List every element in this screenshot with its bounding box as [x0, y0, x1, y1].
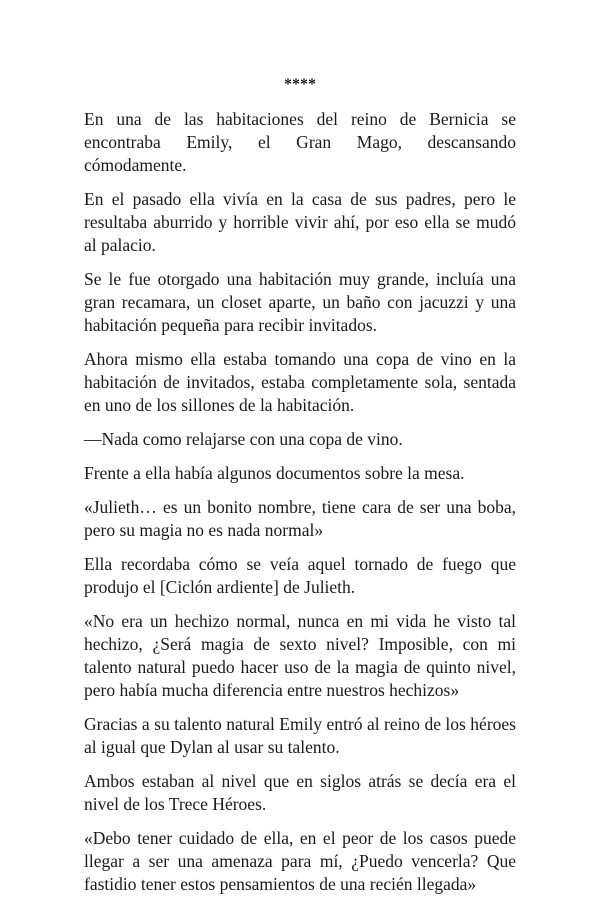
paragraph: Ahora mismo ella estaba tomando una copa de vino en la habitación de invitados, estaba completamente sola, sentada en uno de los sillones de la habitación.: [84, 349, 516, 415]
paragraph: —Nada como relajarse con una copa de vino.: [84, 429, 403, 449]
paragraph: «No era un hechizo normal, nunca en mi vida he visto tal hechizo, ¿Será magia de sexto nivel? Imposible, con mi talento natural puedo hacer uso de la magia de quinto nivel, pero había mucha diferencia entre nuestros hechizos»: [84, 611, 516, 700]
paragraph: «Julieth… es un bonito nombre, tiene cara de ser una boba, pero su magia no es nada normal»: [84, 497, 516, 540]
paragraph: Ambos estaban al nivel que en siglos atrás se decía era el nivel de los Trece Héroes.: [84, 771, 516, 814]
body-text: [84, 108, 516, 907]
paragraph: En el pasado ella vivía en la casa de sus padres, pero le resultaba aburrido y horrible vivir ahí, por eso ella se mudó al palacio.: [84, 189, 516, 255]
paragraph: «Debo tener cuidado de ella, en el peor de los casos puede llegar a ser una amenaza para mí, ¿Puedo vencerla? Que fastidio tener estos pensamientos de una recién llegada»: [84, 828, 516, 894]
paragraph: Se le fue otorgado una habitación muy grande, incluía una gran recamara, un closet aparte, un baño con jacuzzi y una habitación pequeña para recibir invitados.: [84, 269, 516, 335]
section-separator: ****: [284, 76, 316, 93]
paragraph: Frente a ella había algunos documentos sobre la mesa.: [84, 463, 465, 483]
paragraph: Gracias a su talento natural Emily entró al reino de los héroes al igual que Dylan al usar su talento.: [84, 714, 516, 757]
paragraph: Ella recordaba cómo se veía aquel tornado de fuego que produjo el [Ciclón ardiente] de Julieth.: [84, 554, 516, 597]
paragraph: En una de las habitaciones del reino de Bernicia se encontraba Emily, el Gran Mago, descansando cómodamente.: [84, 109, 516, 175]
